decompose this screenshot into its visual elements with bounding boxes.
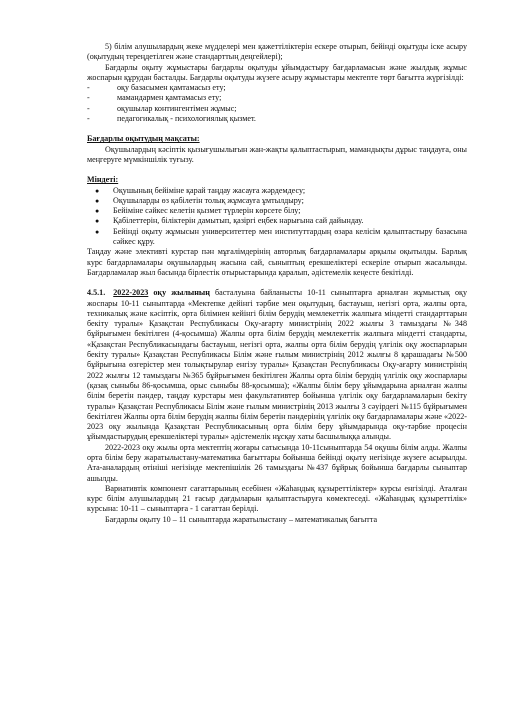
section-text: басталуына байланысты 10-11 сыныптарға арналған жұмыстық оқу жоспары 10-11 сыныптарда «Мектепке дейінгі тәрбие мен оқытудың, бастауыш, негізгі орта, жалпы орта, техникалық және кәсіптік, орта білімнен кейінгі білім берудің мемлекеттік жалпыға міндетті стандарттарын бекіту туралы» Қазақстан Республикасы Оқу-ағарту министрінің 2022 жылғы 3 тамыздағы №348 бұйрығымен бекітілген (4-қосымша) Жалпы орта білім берудің мемлекеттік жалпыға міндетті стандарты, «Қазақстан Республикасындағы бастауыш, негізгі орта, жалпы орта білім берудің үлгілік оқу жоспарларын бекіту туралы» Қазақстан Республикасы Білім және ғылым министрінің 2012 жылғы 8 қарашадағы №500 бұйрығына өзгерістер мен толықтырулар енгізу туралы» Қазақстан Республикасы Оқу-ағарту министрінің 2022 жылғы 12 тамыздағы №365 бұйрығымен бекітілген Жалпы орта білім берудің үлгілік оқу жоспарлары (қазақ сыныбы 86-қосымша, орыс сыныбы 88-қосымша); «Жалпы білім беру ұйымдарына арналған жалпы білім беретін пәндер, таңдау курстары мен факультативтер бойынша үлгілік оқу бағдарламаларын бекіту туралы» Қазақстан Республикасы Білім және ғылым министрінің 2013 жылғы 3 сәуірдегі №115 бұйрығымен бекітілген Жалпы орта білім берудің жалпы білім беретін пәндерінің үлгілік оқу бағдарламалары және «2022-2023 оқу жылында Қазақстан Республикасының орта білім беру ұйымдарында оқу-тәрбие процесін ұйымдастырудың ерекшеліктері туралы» әдістемелік нұсқау хаты басшылыққа алынды.: [87, 288, 467, 442]
tasks-heading: Міндеті:: [87, 175, 119, 185]
goal-heading: Бағдарлы оқытудың мақсаты:: [87, 134, 200, 144]
section-year: 2022-2023: [113, 288, 149, 298]
list-item: - оқу базасымен қамтамасыз ету;: [87, 83, 226, 93]
list-item: ● Қабілеттерін, біліктерін дамытып, қазіргі еңбек нарығына сай дайындау.: [95, 216, 364, 226]
variative-paragraph: Вариативтік компонент сағаттарының есебінен «Жаһандық құзыреттіліктер» курсы енгізілді. Аталған курс білім алушылардың 21 ғасыр дағдыларын қалыптастыруға көмектеседі. «Жаһандық құзыреттілік» курсына: 10-11 – сыныптарға - 1 сағаттан берілді.: [87, 483, 467, 514]
directions-list: [87, 83, 467, 124]
list-item: ● Бейіміне сәйкес келетін қызмет түрлерін көрсете білу;: [95, 206, 301, 216]
tasks-list: [87, 186, 467, 248]
section-number: 4.5.1.: [87, 288, 106, 298]
students-paragraph: 2022-2023 оқу жылы орта мектептің жоғары сатысында 10-11сыныптарда 54 оқушы білім алды. Жалпы орта білім беру жаратылыстану-математика бағыттары бойынша бейінді оқыту негізінде жүзеге асырылды. Ата-аналардың өтініші негізінде мектепішілік 26 тамыздағы №437 бұйрық бойынша бағдарлы сыныптар ашылды.: [87, 442, 467, 483]
list-item: - мамандармен қамтамасыз ету;: [87, 93, 222, 103]
list-item: ● Бейінді оқыту жұмысын университеттер мен институттардың өзара келісім қалыптастыру базасына сәйкес құру.: [95, 226, 467, 247]
section-lead: оқу жылының: [153, 288, 210, 298]
electives-paragraph: Таңдау және элективті курстар пән мұғалімдерінің авторлық бағдарламалары арқылы оқытылды. Барлық курс бағдарламалары оқушылардың жасына сай, сыныптың ерекшеліктері ескеріле отырып жасалынды. Бағдарламалар жыл басында бірлестік отырыстарында қаралып, әдістемелік кеңесте бекітілді.: [87, 247, 467, 277]
last-paragraph: Бағдарлы оқыту 10 – 11 сыныптарда жаратылыстану – математикалық бағытта: [105, 514, 378, 524]
list-item: - оқушылар контингентімен жұмыс;: [87, 103, 237, 113]
program-paragraph: Бағдарлы оқыту жұмыстары бағдарлы оқытуды ұйымдастыру бағдарламасын және жылдық жұмыс жоспарын құрудан басталды. Бағдарлы оқытуды жүзеге асыру жұмыстары мектепте төрт бағытта жүргізілді:: [87, 62, 467, 82]
list-item: ● Оқушыларды өз қабілетін толық жұмсауға ұмтылдыру;: [95, 195, 304, 205]
section-paragraph: [87, 288, 467, 442]
goal-paragraph: Оқушылардың кәсіптік қызығушылығын жан-жақты қалыптастырып, мамандықты дұрыс таңдауға, оны меңгеруге мүмкіншілік туғызу.: [87, 144, 467, 164]
list-item: - педагогикалық - психологиялық қызмет.: [87, 114, 256, 124]
intro-paragraph: 5) білім алушылардың жеке мүдделері мен қажеттіліктерін ескере отырып, бейінді оқытуды іске асыру (оқытудың тереңдетілген және стандарттың деңгейлері);: [87, 42, 467, 62]
list-item: ● Оқушының бейіміне қарай таңдау жасауға жәрдемдесу;: [95, 185, 306, 195]
